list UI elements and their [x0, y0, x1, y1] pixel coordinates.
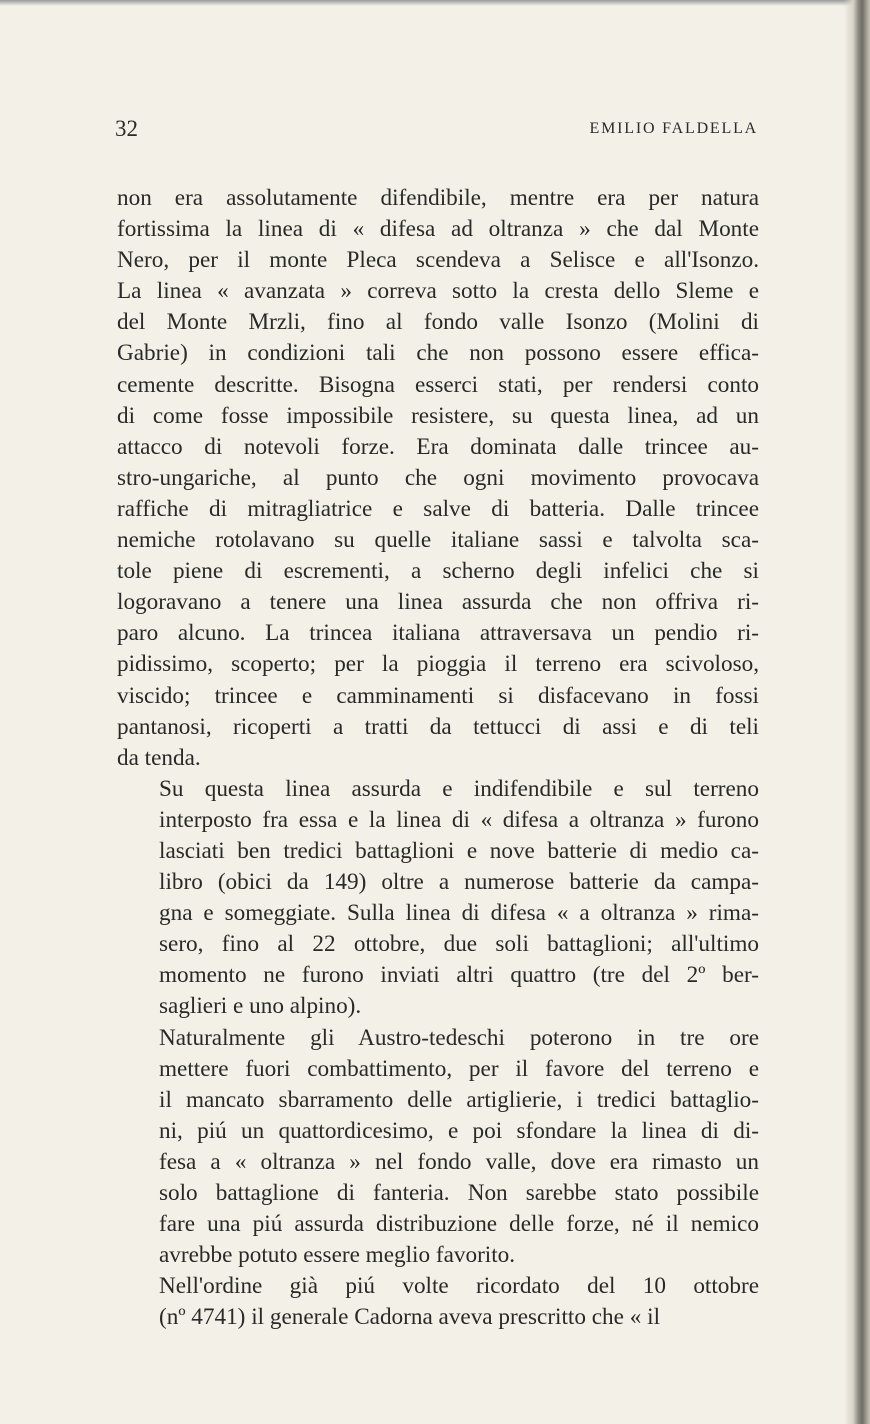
text-line: tole piene di escrementi, a scherno degli infelici che si	[117, 558, 759, 585]
text-line: pantanosi, ricoperti a tratti da tettucci di assi e di teli	[117, 713, 759, 740]
text-line: Nero, per il monte Pleca scendeva a Selisce e all'Isonzo.	[117, 247, 759, 274]
text-line: logoravano a tenere una linea assurda che non offriva ri-	[117, 589, 759, 616]
text-line: Naturalmente gli Austro-tedeschi poterono in tre ore	[159, 1024, 759, 1051]
running-header	[115, 116, 758, 144]
text-line: fortissima la linea di « difesa ad oltranza » che dal Monte	[117, 216, 759, 243]
text-line: Nell'ordine già piú volte ricordato del 10 ottobre	[159, 1273, 759, 1300]
text-line: nemiche rotolavano su quelle italiane sassi e talvolta sca-	[117, 527, 759, 554]
text-line: sero, fino al 22 ottobre, due soli battaglioni; all'ultimo	[159, 931, 759, 958]
text-line: La linea « avanzata » correva sotto la cresta dello Sleme e	[117, 278, 759, 305]
text-line: lasciati ben tredici battaglioni e nove batterie di medio ca-	[159, 837, 759, 864]
text-line: fare una piú assurda distribuzione delle forze, né il nemico	[159, 1211, 759, 1238]
text-line: non era assolutamente difendibile, mentre era per natura	[117, 185, 759, 211]
text-line: stro-ungariche, al punto che ogni movimento provocava	[117, 464, 759, 491]
paragraph	[117, 183, 759, 774]
text-line: solo battaglione di fanteria. Non sarebbe stato possibile	[159, 1180, 759, 1206]
text-line: gna e someggiate. Sulla linea di difesa « a oltranza » rima-	[159, 900, 759, 927]
text-line: (nº 4741) il generale Cadorna aveva prescritto che « il	[159, 1304, 661, 1331]
paragraph	[117, 774, 759, 1023]
page-binding-shadow	[844, 0, 870, 1424]
text-line: cemente descritte. Bisogna esserci stati, per rendersi conto	[117, 371, 759, 398]
text-line: pidissimo, scoperto; per la pioggia il terreno era scivoloso,	[117, 651, 759, 678]
text-line: di come fosse impossibile resistere, su questa linea, ad un	[117, 402, 759, 429]
body-text	[117, 183, 759, 1333]
text-line: attacco di notevoli forze. Era dominata dalle trincee au-	[117, 433, 759, 460]
text-line: del Monte Mrzli, fino al fondo valle Isonzo (Molini di	[117, 309, 759, 336]
text-line: avrebbe potuto essere meglio favorito.	[159, 1242, 516, 1269]
text-line: saglieri e uno alpino).	[159, 993, 362, 1020]
page-number: 32	[115, 116, 138, 141]
text-line: momento ne furono inviati altri quattro (tre del 2º ber-	[159, 962, 759, 989]
text-line: viscido; trincee e camminamenti si disfacevano in fossi	[117, 682, 759, 709]
page-top-shadow	[0, 0, 870, 6]
text-line: libro (obici da 149) oltre a numerose batterie da campa-	[159, 869, 759, 896]
text-line: paro alcuno. La trincea italiana attraversava un pendio ri-	[117, 620, 759, 647]
text-line: fesa a « oltranza » nel fondo valle, dove era rimasto un	[159, 1148, 759, 1175]
paragraph	[117, 1271, 759, 1333]
text-line: il mancato sbarramento delle artiglierie, i tredici battaglio-	[159, 1086, 759, 1113]
text-line: interposto fra essa e la linea di « difesa a oltranza » furono	[159, 806, 759, 833]
running-head-author: EMILIO FALDELLA	[589, 120, 758, 137]
text-line: Gabrie) in condizioni tali che non possono essere effica-	[117, 340, 759, 367]
text-line: raffiche di mitragliatrice e salve di batteria. Dalle trincee	[117, 495, 759, 522]
text-line: Su questa linea assurda e indifendibile e sul terreno	[159, 775, 759, 802]
paragraph	[117, 1023, 759, 1272]
text-line: da tenda.	[117, 744, 201, 771]
text-line: mettere fuori combattimento, per il favore del terreno e	[159, 1055, 759, 1082]
text-line: ni, piú un quattordicesimo, e poi sfondare la linea di di-	[159, 1117, 759, 1144]
